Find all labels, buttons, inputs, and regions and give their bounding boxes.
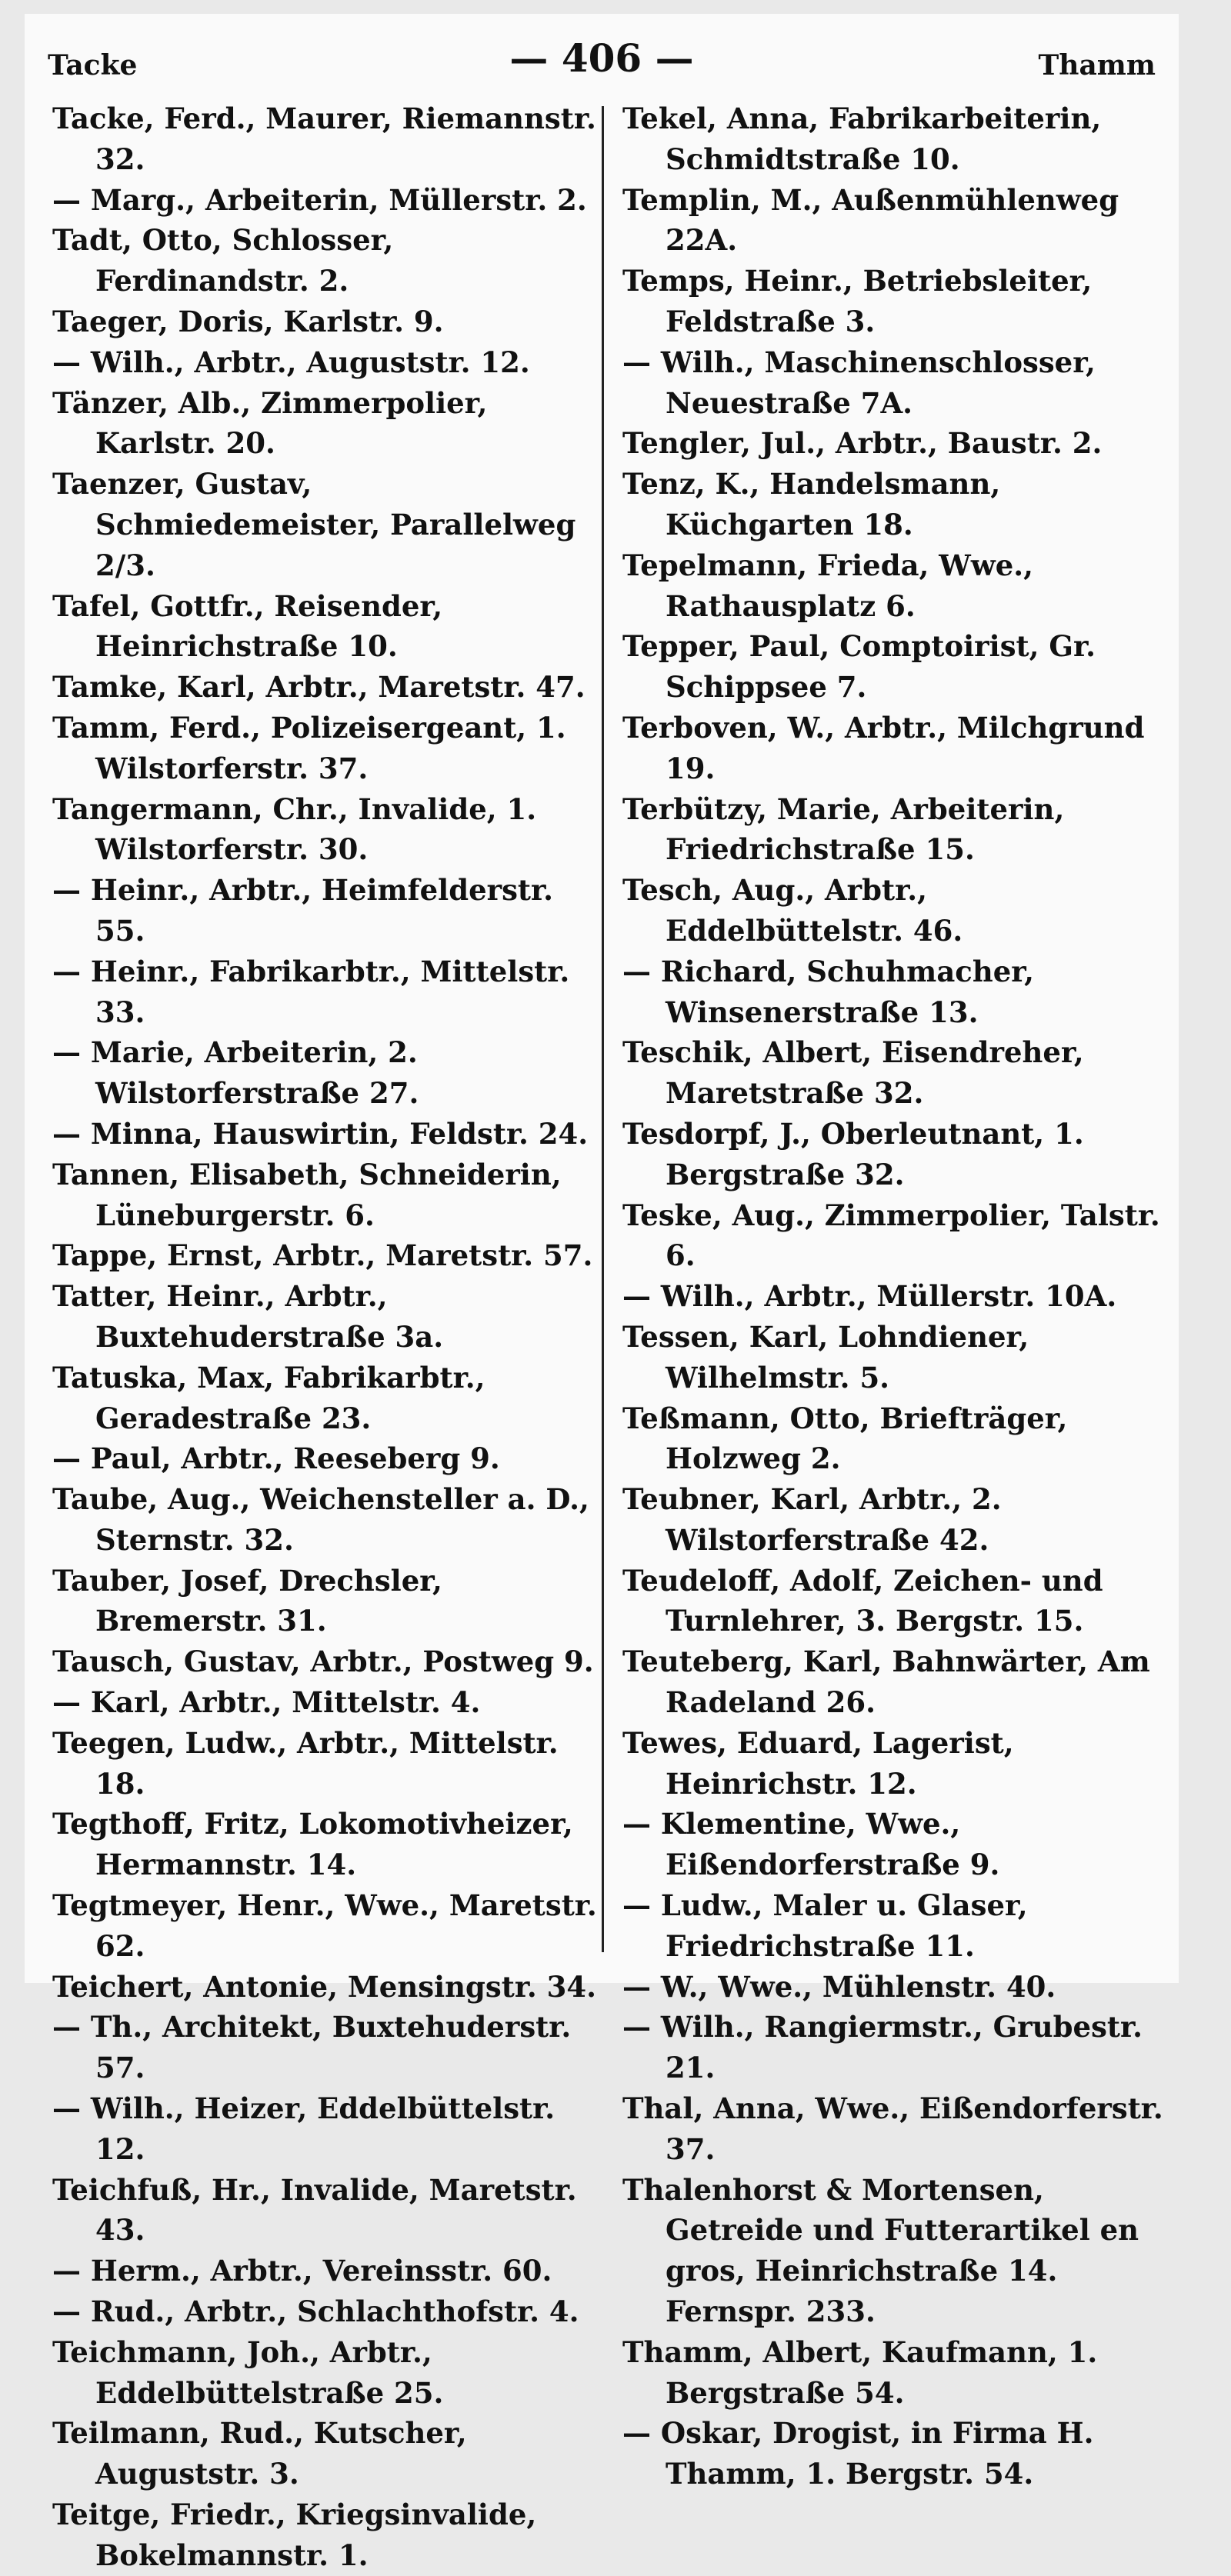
directory-entry: Tadt, Otto, Schlosser, Ferdinandstr. 2.	[52, 223, 394, 298]
directory-entry: — Wilh., Arbtr., Müllerstr. 10A.	[622, 1279, 1117, 1314]
directory-entry: — Wilh., Heizer, Eddelbüttelstr. 12.	[52, 2091, 555, 2166]
directory-entry: Tenz, K., Handelsmann, Küchgarten 18.	[622, 467, 1001, 542]
column-divider	[602, 106, 604, 1952]
directory-entry: Templin, M., Außenmühlenweg 22A.	[622, 182, 1119, 258]
header-left-keyword: Tacke	[48, 49, 138, 82]
directory-entry: Temps, Heinr., Betriebsleiter, Feldstraße 3.	[622, 264, 1093, 338]
directory-entry: — Th., Architekt, Buxtehuderstr. 57.	[52, 2010, 572, 2085]
right-column	[622, 98, 1169, 2494]
directory-entry: Tessen, Karl, Lohndiener, Wilhelmstr. 5.	[622, 1319, 1029, 1395]
directory-entry: Teitge, Friedr., Kriegsinvalide, Bokelmannstr. 1.	[52, 2498, 537, 2572]
directory-entry: — Klementine, Wwe., Eißendorferstraße 9.	[622, 1807, 1000, 1882]
directory-entry: — Marg., Arbeiterin, Müllerstr. 2.	[52, 182, 587, 217]
directory-entry: Tengler, Jul., Arbtr., Baustr. 2.	[622, 426, 1103, 461]
header-right-keyword: Thamm	[1038, 49, 1156, 82]
directory-entry: Tatter, Heinr., Arbtr., Buxtehuderstraße 3a.	[52, 1279, 444, 1354]
directory-entry: Tangermann, Chr., Invalide, 1. Wilstorferstr. 30.	[52, 791, 537, 867]
directory-entry: — W., Wwe., Mühlenstr. 40.	[622, 1969, 1056, 2004]
directory-entry: Teschik, Albert, Eisendreher, Maretstraße 32.	[622, 1035, 1084, 1111]
directory-entry: Terbützy, Marie, Arbeiterin, Friedrichstraße 15.	[622, 791, 1065, 867]
directory-entry: Tewes, Eduard, Lagerist, Heinrichstr. 12.	[622, 1725, 1014, 1801]
directory-entry: Tacke, Ferd., Maurer, Riemannstr. 32.	[52, 102, 596, 176]
directory-entry: — Herm., Arbtr., Vereinsstr. 60.	[52, 2254, 552, 2288]
directory-entry: Teichfuß, Hr., Invalide, Maretstr. 43.	[52, 2172, 577, 2248]
directory-entry: Teßmann, Otto, Briefträger, Holzweg 2.	[622, 1401, 1068, 1476]
directory-entry: Teichert, Antonie, Mensingstr. 34.	[52, 1969, 597, 2004]
directory-page	[25, 14, 1179, 2572]
directory-entry: — Oskar, Drogist, in Firma H. Thamm, 1. Bergstr. 54.	[622, 2416, 1094, 2491]
directory-entry: — Minna, Hauswirtin, Feldstr. 24.	[52, 1116, 589, 1151]
directory-entry: — Wilh., Maschinenschlosser, Neuestraße 7A.	[622, 345, 1096, 420]
directory-entry: Tausch, Gustav, Arbtr., Postweg 9.	[52, 1645, 594, 1679]
left-column	[52, 98, 599, 2576]
directory-entry: — Ludw., Maler u. Glaser, Friedrichstraße 11.	[622, 1888, 1028, 1963]
directory-entry: Teudeloff, Adolf, Zeichen- und Turnlehrer, 3. Bergstr. 15.	[622, 1563, 1103, 1638]
directory-entry: — Heinr., Fabrikarbtr., Mittelstr. 33.	[52, 954, 570, 1029]
directory-entry: Taenzer, Gustav, Schmiedemeister, Parallelweg 2/3.	[52, 467, 576, 582]
directory-entry: Tänzer, Alb., Zimmerpolier, Karlstr. 20.	[52, 385, 488, 461]
directory-entry: Taeger, Doris, Karlstr. 9.	[52, 304, 444, 338]
directory-entry: — Heinr., Arbtr., Heimfelderstr. 55.	[52, 873, 554, 948]
directory-entry: — Wilh., Rangiermstr., Grubestr. 21.	[622, 2010, 1143, 2085]
directory-entry: Tegtmeyer, Henr., Wwe., Maretstr. 62.	[52, 1888, 597, 1963]
directory-entry: — Marie, Arbeiterin, 2. Wilstorferstraße 27.	[52, 1035, 419, 1111]
directory-entry: Teske, Aug., Zimmerpolier, Talstr. 6.	[622, 1198, 1160, 1273]
directory-entry: Thamm, Albert, Kaufmann, 1. Bergstraße 54.	[622, 2334, 1098, 2410]
directory-entry: Tepelmann, Frieda, Wwe., Rathausplatz 6.	[622, 548, 1034, 623]
page-number: — 406 —	[509, 35, 694, 81]
directory-entry: — Richard, Schuhmacher, Winsenerstraße 13.	[622, 954, 1034, 1029]
directory-entry: Tesdorpf, J., Oberleutnant, 1. Bergstraße 32.	[622, 1116, 1084, 1191]
directory-entry: — Paul, Arbtr., Reeseberg 9.	[52, 1441, 500, 1476]
directory-entry: Tamm, Ferd., Polizeisergeant, 1. Wilstorferstr. 37.	[52, 710, 566, 785]
directory-entry: Teuteberg, Karl, Bahnwärter, Am Radeland 26.	[622, 1645, 1150, 1720]
directory-entry: Tesch, Aug., Arbtr., Eddelbüttelstr. 46.	[622, 873, 963, 948]
directory-entry: — Rud., Arbtr., Schlachthofstr. 4.	[52, 2294, 579, 2329]
directory-entry: Teegen, Ludw., Arbtr., Mittelstr. 18.	[52, 1725, 559, 1801]
directory-entry: Tannen, Elisabeth, Schneiderin, Lüneburgerstr. 6.	[52, 1157, 562, 1232]
directory-entry: Teichmann, Joh., Arbtr., Eddelbüttelstraße 25.	[52, 2334, 444, 2410]
directory-entry: — Karl, Arbtr., Mittelstr. 4.	[52, 1685, 481, 1720]
directory-entry: Thalenhorst & Mortensen, Getreide und Futterartikel en gros, Heinrichstraße 14. Fernspr. 233.	[622, 2172, 1139, 2329]
directory-entry: Tamke, Karl, Arbtr., Maretstr. 47.	[52, 670, 585, 705]
directory-entry: Tatuska, Max, Fabrikarbtr., Geradestraße 23.	[52, 1360, 485, 1435]
directory-entry: Tauber, Josef, Drechsler, Bremerstr. 31.	[52, 1563, 442, 1638]
directory-entry: Thal, Anna, Wwe., Eißendorferstr. 37.	[622, 2091, 1163, 2166]
directory-entry: Tegthoff, Fritz, Lokomotivheizer, Hermannstr. 14.	[52, 1807, 573, 1882]
directory-entry: Tafel, Gottfr., Reisender, Heinrichstraße 10.	[52, 588, 443, 664]
directory-entry: Tepper, Paul, Comptoirist, Gr. Schippsee 7.	[622, 629, 1096, 705]
directory-entry: Tappe, Ernst, Arbtr., Maretstr. 57.	[52, 1238, 593, 1273]
directory-entry: Teubner, Karl, Arbtr., 2. Wilstorferstraße 42.	[622, 1482, 1002, 1557]
directory-entry: Teilmann, Rud., Kutscher, Auguststr. 3.	[52, 2416, 467, 2491]
directory-entry: Terboven, W., Arbtr., Milchgrund 19.	[622, 710, 1145, 785]
page-header	[48, 29, 1156, 83]
directory-entry: Tekel, Anna, Fabrikarbeiterin, Schmidtstraße 10.	[622, 102, 1102, 176]
directory-entry: — Wilh., Arbtr., Auguststr. 12.	[52, 345, 530, 379]
directory-entry: Taube, Aug., Weichensteller a. D., Sternstr. 32.	[52, 1482, 589, 1557]
